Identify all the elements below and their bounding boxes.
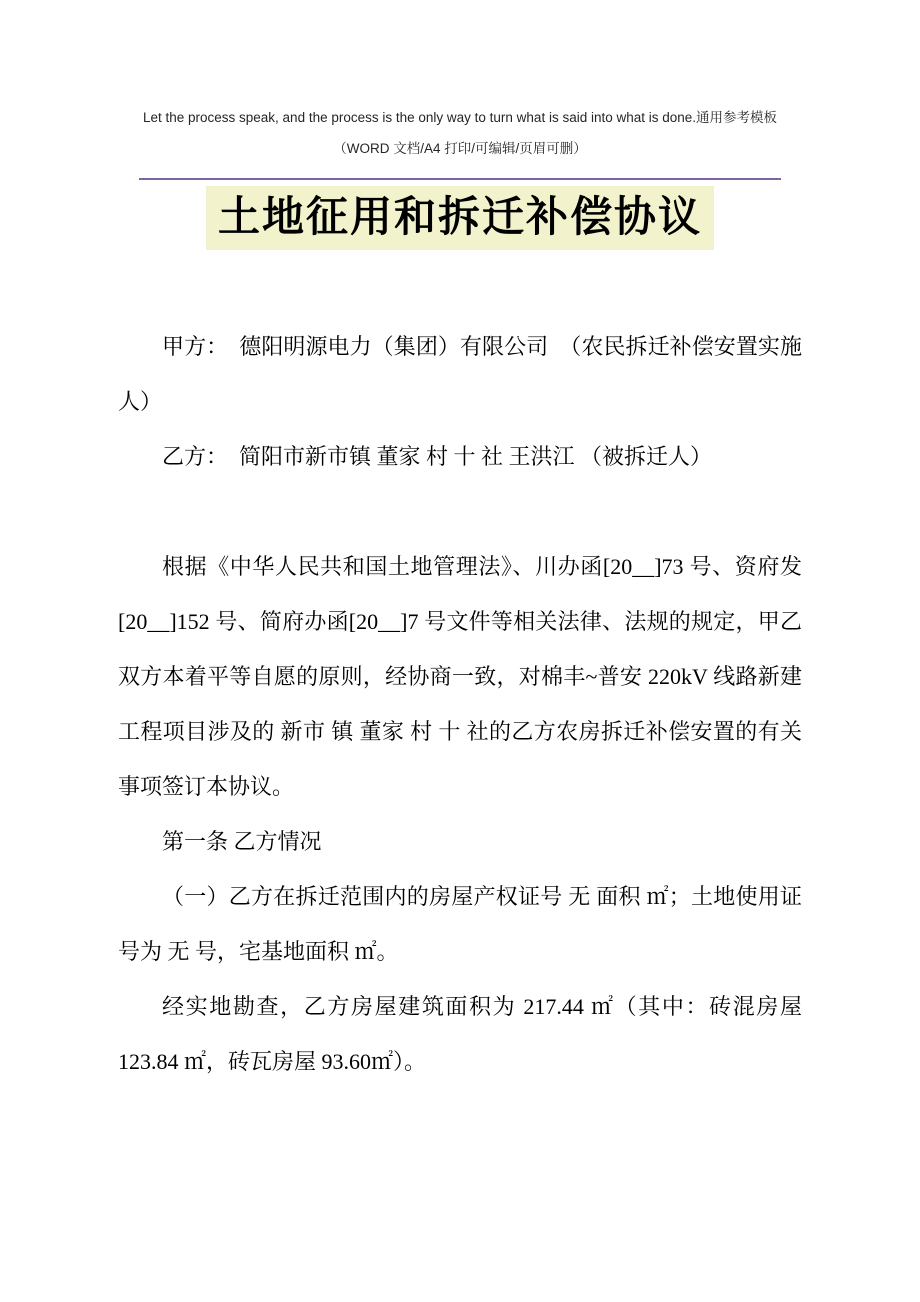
header-tagline: Let the process speak, and the process is the only way to turn what is said into what is done.通用参考模板 — [142, 110, 778, 125]
paragraph-article-1-heading: 第一条 乙方情况 — [162, 829, 322, 854]
paragraph-survey: 经实地勘查，乙方房屋建筑面积为 217.44 ㎡（其中：砖混房屋 123.84 ㎡，砖瓦房屋 93.60㎡）。 — [118, 994, 808, 1074]
page-header — [0, 0, 920, 164]
document-title: 土地征用和拆迁补偿协议 — [206, 186, 714, 250]
header-subtitle: （WORD 文档/A4 打印/可编辑/页眉可删） — [333, 141, 587, 156]
paragraph-party-b: 乙方： 简阳市新市镇 董家 村 十 社 王洪江 （被拆迁人） — [162, 444, 713, 469]
header-divider — [139, 178, 781, 180]
paragraph-party-a: 甲方： 德阳明源电力（集团）有限公司 （农民拆迁补偿安置实施人） — [118, 334, 802, 414]
blank-line — [118, 484, 802, 539]
title-row — [0, 186, 920, 259]
paragraph-preamble: 根据《中华人民共和国土地管理法》、川办函[20__]73 号、资府发[20__]152 号、简府办函[20__]7 号文件等相关法律、法规的规定，甲乙双方本着平等自愿的原则，经协商一致，对棉丰~普安 220kV 线路新建工程项目涉及的 新市 镇 董家 村 十 社的乙方农房拆迁补偿安置的有关事项签订本协议。 — [118, 554, 802, 799]
document-body — [0, 319, 920, 1089]
paragraph-clause-1: （一）乙方在拆迁范围内的房屋产权证号 无 面积 ㎡；土地使用证号为 无 号，宅基地面积 ㎡。 — [118, 884, 802, 964]
